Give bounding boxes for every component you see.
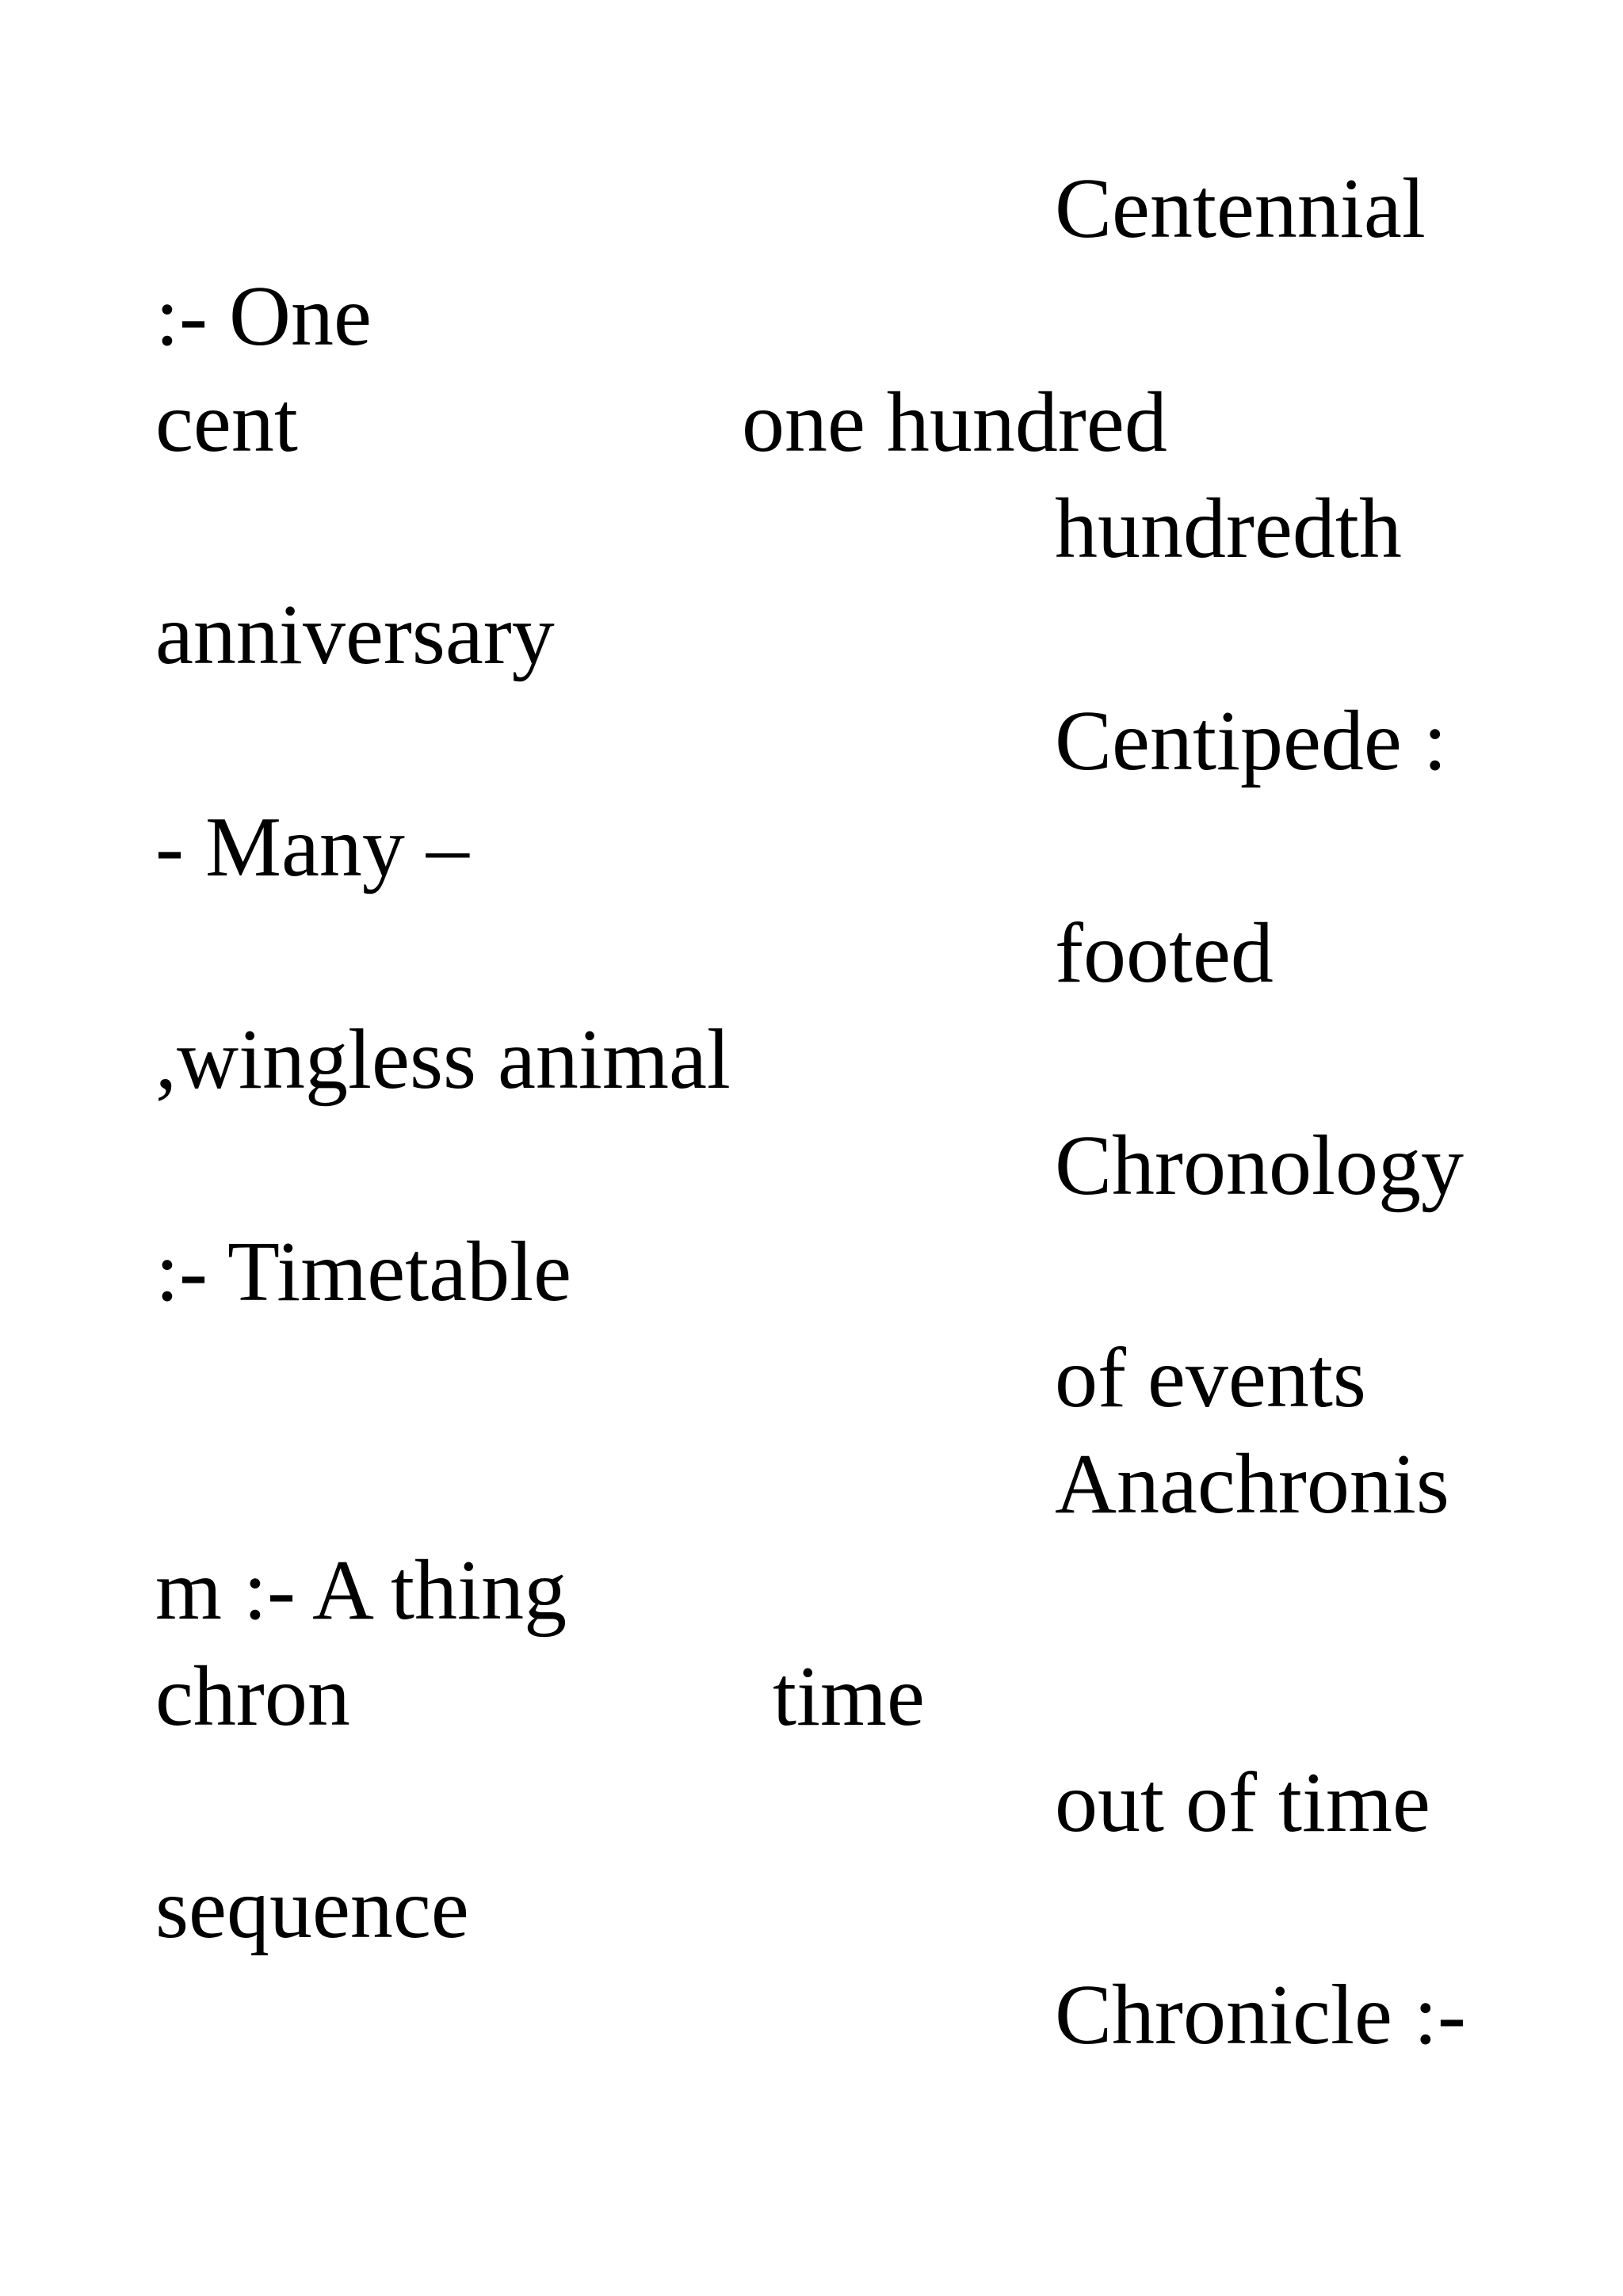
text-line-footed: footed bbox=[1055, 906, 1274, 1001]
text-line-anachronis: Anachronis bbox=[1055, 1437, 1449, 1531]
text-line-one-hundred: one hundred bbox=[742, 376, 1167, 470]
text-line-many: - Many – bbox=[155, 800, 469, 894]
text-line-centipede: Centipede : bbox=[1055, 694, 1447, 788]
text-line-wingless-animal: ,wingless animal bbox=[155, 1013, 731, 1107]
text-line-chronicle: Chronicle :- bbox=[1055, 1968, 1466, 2062]
text-line-chron: chron bbox=[155, 1650, 350, 1744]
text-line-of-events: of events bbox=[1055, 1331, 1366, 1425]
text-line-out-of-time: out of time bbox=[1055, 1756, 1430, 1850]
text-line-one: :- One bbox=[155, 269, 372, 364]
text-line-cent: cent bbox=[155, 376, 298, 470]
text-line-anniversary: anniversary bbox=[155, 588, 555, 682]
text-line-timetable: :- Timetable bbox=[155, 1225, 572, 1319]
text-line-hundredth: hundredth bbox=[1055, 482, 1402, 576]
text-line-a-thing: m :- A thing bbox=[155, 1543, 567, 1638]
text-line-time: time bbox=[773, 1650, 925, 1744]
text-line-centennial: Centennial bbox=[1055, 162, 1426, 256]
text-line-chronology: Chronology bbox=[1055, 1119, 1465, 1213]
text-line-sequence: sequence bbox=[155, 1862, 469, 1956]
